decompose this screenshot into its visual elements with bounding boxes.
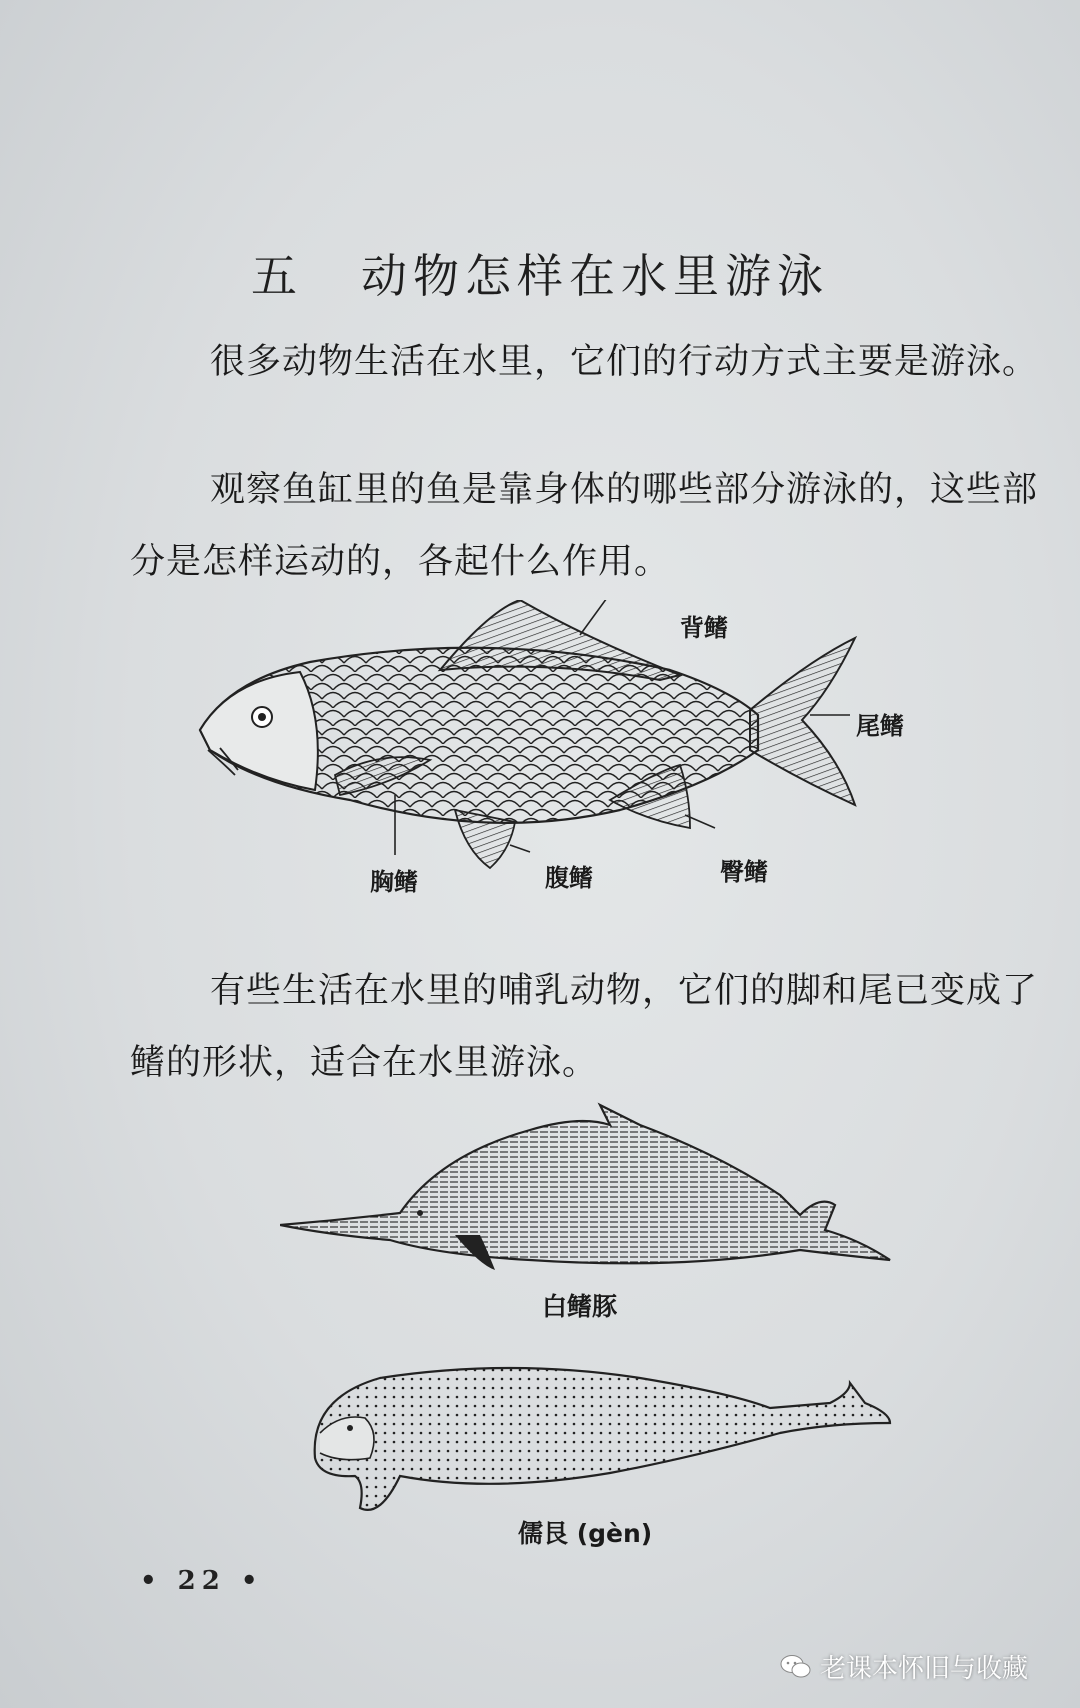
label-tail-fin: 尾鳍 — [856, 712, 904, 740]
watermark — [780, 1648, 1028, 1685]
lesson-number: 五 — [251, 249, 303, 303]
wechat-icon — [780, 1654, 812, 1680]
label-dorsal-fin: 背鳍 — [680, 614, 728, 642]
page-title — [0, 240, 1080, 306]
watermark-text: 老课本怀旧与收藏 — [820, 1654, 1029, 1684]
caption-dolphin: 白鳍豚 — [542, 1292, 618, 1321]
label-anal-fin: 臀鳍 — [720, 858, 768, 886]
tail-fin — [750, 638, 855, 805]
paragraph-1: 很多动物生活在水里，它们的行动方式主要是游泳。 — [210, 342, 1039, 382]
lesson-title: 动物怎样在水里游泳 — [361, 249, 829, 303]
paragraph-3: 有些生活在水里的哺乳动物，它们的脚和尾已变成了鳍的形状，适合在水里游泳。 — [130, 971, 1039, 1083]
paragraph-2: 观察鱼缸里的鱼是靠身体的哪些部分游泳的，这些部分是怎样运动的，各起什么作用。 — [130, 470, 1039, 582]
dugong-illustration — [310, 1358, 910, 1518]
label-pelvic-fin: 腹鳍 — [545, 864, 593, 892]
fish-head — [200, 672, 318, 790]
page-number: • 22 • — [140, 1566, 264, 1596]
dolphin-illustration — [280, 1095, 900, 1275]
label-pectoral-fin: 胸鳍 — [370, 868, 418, 896]
caption-dugong: 儒艮 (gèn) — [518, 1519, 653, 1548]
